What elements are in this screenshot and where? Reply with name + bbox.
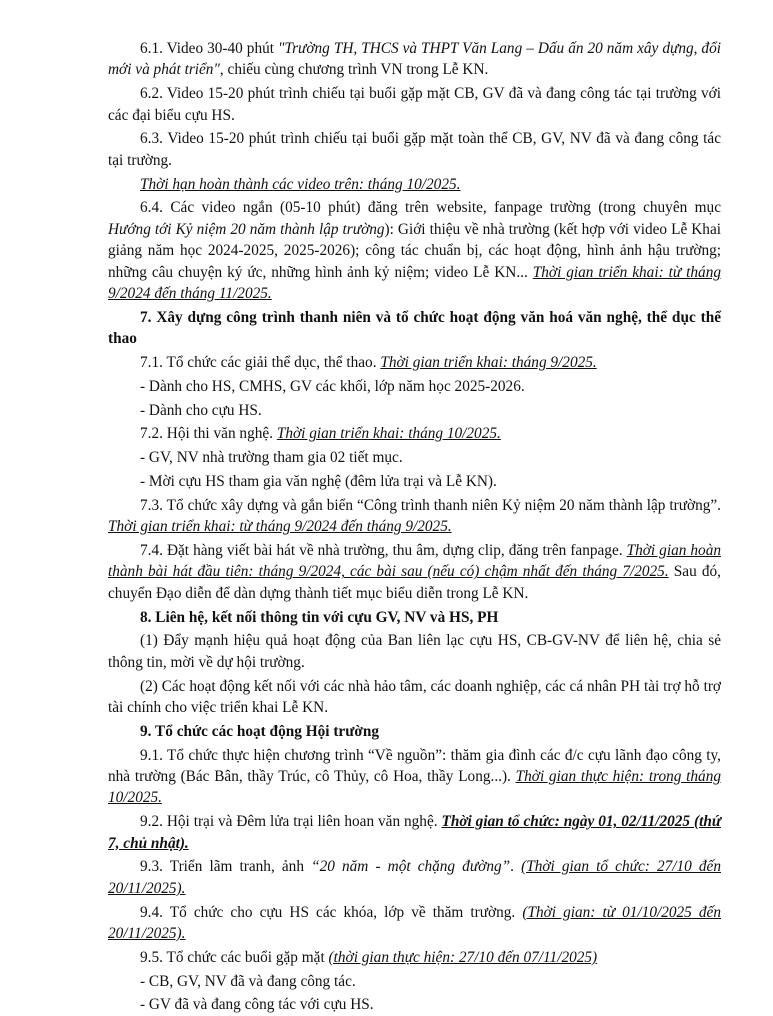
text: 9.4. Tổ chức cho cựu HS các khóa, lớp về thăm trường. bbox=[140, 903, 523, 921]
text: 9.3. Triển lãm tranh, ảnh bbox=[140, 858, 312, 876]
timeline-text: (Thời gian: từ 01/10/2025 đến 20/11/2025). bbox=[108, 903, 721, 943]
timeline-text: Thời gian hoàn thành bài hát đầu tiên: tháng 9/2024, các bài sau (nếu có) chậm nhất đến tháng 7/2025. bbox=[108, 542, 721, 581]
timeline-text: Thời gian triển khai: từ tháng 9/2024 đến tháng 11/2025. bbox=[108, 263, 721, 303]
timeline-text: Thời gian triển khai: tháng 10/2025. bbox=[276, 425, 501, 443]
exhibition-title: “20 năm - một chặng đường” bbox=[311, 858, 511, 876]
paragraph-8-1: (1) Đẩy mạnh hiệu quả hoạt động của Ban liên lạc cựu HS, CB-GV-NV để liên hệ, chia sẻ thông tin, mời về dự hội trường. bbox=[108, 632, 721, 671]
text: 9.5. Tổ chức các buổi gặp mặt bbox=[140, 948, 329, 966]
timeline-text: Thời gian triển khai: tháng 9/2025. bbox=[380, 354, 597, 372]
timeline-text: Thời gian tổ chức: ngày 01, 02/11/2025 (thứ 7, chủ nhật). bbox=[108, 813, 722, 852]
paragraph-7-2 bbox=[108, 423, 721, 444]
text: 7.2. Hội thi văn nghệ. bbox=[140, 425, 277, 443]
paragraph-6-2: 6.2. Video 15-20 phút trình chiếu tại buổi gặp mặt CB, GV đã và đang công tác tại trường với các đại biểu cựu HS. bbox=[108, 85, 721, 124]
text: 6.1. Video 30-40 phút bbox=[140, 40, 278, 57]
timeline-text: (thời gian thực hiện: 27/10 đến 07/11/2025) bbox=[328, 948, 598, 966]
text: ): Giới thiệu về nhà trường (kết hợp với video Lễ Khai giảng năm học 2024-2025, 2025-2026); công tác chuẩn bị, các hoạt động, hình ảnh hậu trường; những câu chuyện ký ức, những hình ảnh kỷ niệm; video Lễ KN... bbox=[108, 220, 721, 281]
list-item: - GV, NV nhà trường tham gia 02 tiết mục. bbox=[140, 449, 403, 467]
deadline-text: Thời hạn hoàn thành các video trên: tháng 10/2025. bbox=[140, 175, 461, 193]
text: 7.3. Tổ chức xây dựng và gắn biển “Công trình thanh niên Kỷ niệm 20 năm thành lập trường”. bbox=[140, 496, 721, 514]
timeline-text: Thời gian thực hiện: trong tháng 10/2025. bbox=[108, 768, 721, 807]
column-name: Hướng tới Kỷ niệm 20 năm thành lập trường bbox=[108, 220, 385, 238]
text: 7.1. Tổ chức các giải thể dục, thể thao. bbox=[140, 354, 381, 372]
text: 9.1. Tổ chức thực hiện chương trình “Về nguồn”: thăm gia đình các đ/c cựu lãnh đạo công ty, nhà trường (Bác Bân, thầy Trúc, cô Thủy, cô Hoa, thầy Long...). bbox=[108, 746, 721, 786]
list-item: - Mời cựu HS tham gia văn nghệ (đêm lửa trại và Lễ KN). bbox=[140, 473, 497, 491]
paragraph-6-4 bbox=[108, 197, 721, 304]
text: , chiếu cùng chương trình VN trong Lễ KN. bbox=[219, 61, 489, 79]
paragraph-9-1 bbox=[108, 745, 721, 809]
section-9-heading: 9. Tổ chức các hoạt động Hội trường bbox=[140, 722, 380, 740]
paragraph-6-1 bbox=[108, 38, 721, 81]
paragraph-9-5 bbox=[108, 947, 721, 968]
text: 9.2. Hội trại và Đêm lửa trại liên hoan văn nghệ. bbox=[140, 813, 442, 831]
text: . bbox=[510, 858, 522, 876]
timeline-text: (Thời gian tổ chức: 27/10 đến 20/11/2025). bbox=[108, 858, 721, 897]
list-item: - Dành cho cựu HS. bbox=[140, 401, 262, 419]
paragraph-8-2: (2) Các hoạt động kết nối với các nhà hảo tâm, các doanh nghiệp, các cá nhân PH tài trợ hỗ trợ tài chính cho việc triển khai Lễ KN. bbox=[108, 677, 721, 717]
paragraph-7-4 bbox=[108, 540, 721, 604]
video-title: "Trường TH, THCS và THPT Văn Lang – Dấu ấn 20 năm xây dựng, đổi mới và phát triển" bbox=[108, 40, 721, 79]
paragraph-7-1 bbox=[108, 352, 721, 373]
section-8-heading: 8. Liên hệ, kết nối thông tin với cựu GV, NV và HS, PH bbox=[140, 608, 499, 626]
paragraph-9-3 bbox=[108, 856, 721, 899]
paragraph-7-3 bbox=[108, 495, 721, 538]
list-item: - CB, GV, NV đã và đang công tác. bbox=[140, 972, 356, 990]
section-7-heading: 7. Xây dựng công trình thanh niên và tổ chức hoạt động văn hoá văn nghệ, thể dục thể thao bbox=[108, 308, 721, 348]
text: 7.4. Đặt hàng viết bài hát về nhà trường, thu âm, dựng clip, đăng trên fanpage. bbox=[140, 542, 627, 560]
list-item: - Dành cho HS, CMHS, GV các khối, lớp năm học 2025-2026. bbox=[140, 377, 525, 395]
timeline-text: Thời gian triển khai: từ tháng 9/2024 đến tháng 9/2025. bbox=[108, 518, 452, 536]
text: Sau đó, chuyển Đạo diễn để dàn dựng thành tiết mục biểu diễn trong Lễ KN. bbox=[108, 563, 722, 602]
paragraph-9-4 bbox=[108, 902, 721, 945]
paragraph-6-3: 6.3. Video 15-20 phút trình chiếu tại buổi gặp mặt toàn thể CB, GV, NV đã và đang công tác tại trường. bbox=[108, 130, 721, 169]
list-item: - GV đã và đang công tác với cựu HS. bbox=[140, 996, 374, 1014]
paragraph-9-2 bbox=[108, 811, 721, 854]
deadline-videos bbox=[108, 174, 721, 195]
text: 6.4. Các video ngắn (05-10 phút) đăng trên website, fanpage trường (trong chuyên mục bbox=[140, 199, 721, 217]
